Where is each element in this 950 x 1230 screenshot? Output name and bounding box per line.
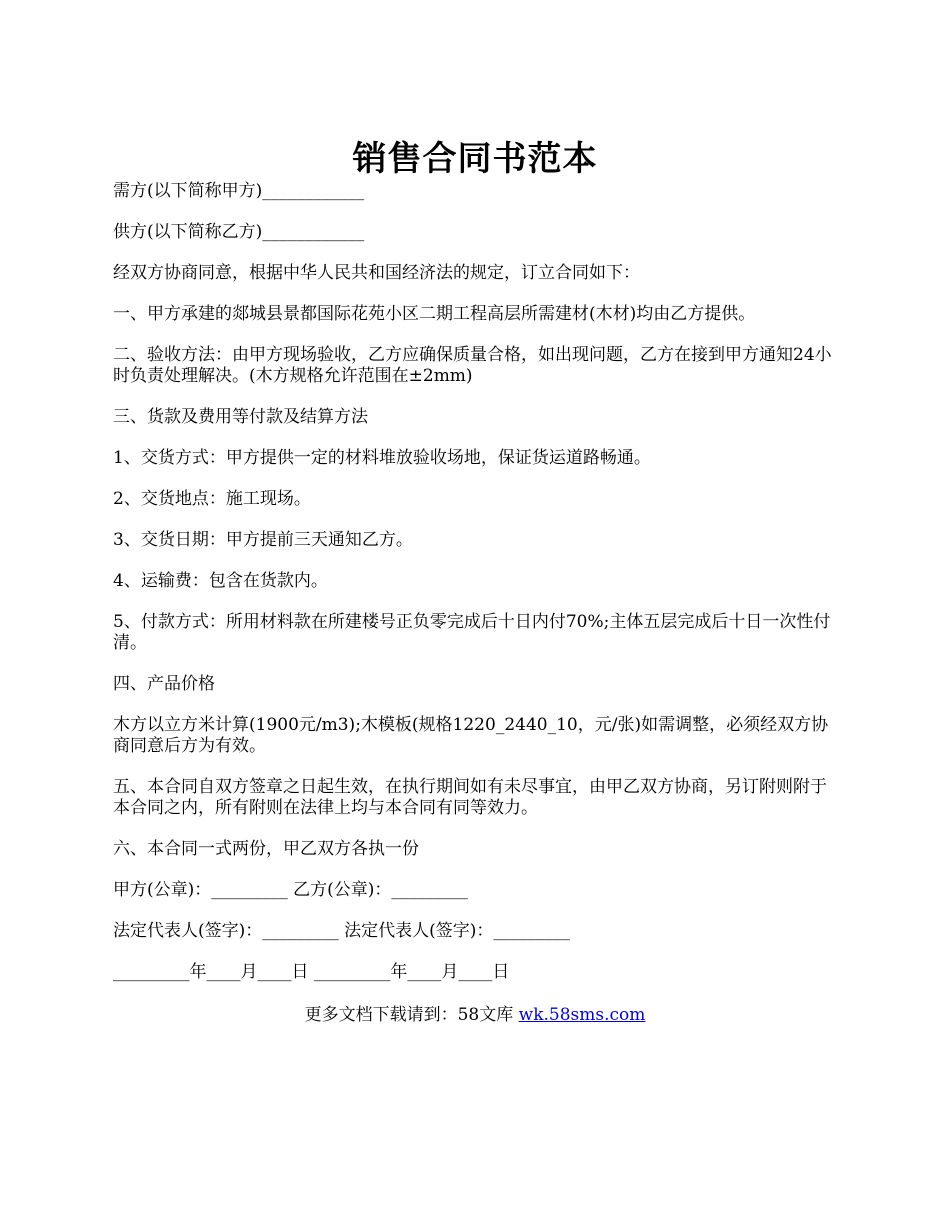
delivery-date: 3、交货日期：甲方提前三天通知乙方。 bbox=[113, 530, 413, 550]
representative-signature-line: 法定代表人(签字)：_________ 法定代表人(签字)：_________ bbox=[113, 921, 570, 941]
footer-link[interactable]: wk.58sms.com bbox=[518, 1005, 646, 1025]
clause-6: 六、本合同一式两份，甲乙双方各执一份 bbox=[113, 839, 419, 859]
clause-5: 五、本合同自双方签章之日起生效，在执行期间如有未尽事宜，由甲乙双方协商，另订附则附于本合同之内，所有附则在法律上均与本合同有同等效力。 bbox=[113, 777, 827, 818]
delivery-location: 2、交货地点：施工现场。 bbox=[113, 489, 311, 509]
transport-fee: 4、运输费：包含在货款内。 bbox=[113, 571, 328, 591]
clause-3-heading: 三、货款及费用等付款及结算方法 bbox=[113, 407, 368, 427]
supplier-line: 供方(以下简称乙方)____________ bbox=[113, 222, 365, 242]
price-clause: 木方以立方米计算(1900元/m3);木模板(规格1220_2440_10，元/张)如需调整，必须经双方协商同意后方为有效。 bbox=[113, 715, 829, 756]
clause-4-heading: 四、产品价格 bbox=[113, 674, 215, 694]
document-title: 销售合同书范本 bbox=[352, 138, 598, 179]
delivery-method: 1、交货方式：甲方提供一定的材料堆放验收场地，保证货运道路畅通。 bbox=[113, 448, 651, 468]
payment-method: 5、付款方式：所用材料款在所建楼号正负零完成后十日内付70%;主体五层完成后十日一次性付清。 bbox=[113, 612, 831, 653]
date-line: _________年____月____日 _________年____月____日 bbox=[113, 962, 510, 982]
download-footer bbox=[0, 1004, 950, 1026]
clause-1: 一、甲方承建的郯城县景都国际花苑小区二期工程高层所需建材(木材)均由乙方提供。 bbox=[113, 304, 756, 324]
contract-body bbox=[113, 181, 843, 1003]
agreement-intro: 经双方协商同意，根据中华人民共和国经济法的规定，订立合同如下： bbox=[113, 263, 640, 283]
footer-text: 更多文档下载请到：58文库 bbox=[304, 1005, 519, 1025]
seal-line: 甲方(公章)：_________ 乙方(公章)：_________ bbox=[113, 880, 468, 900]
buyer-line: 需方(以下简称甲方)____________ bbox=[113, 181, 365, 201]
clause-2: 二、验收方法：由甲方现场验收，乙方应确保质量合格，如出现问题，乙方在接到甲方通知24小时负责处理解决。(木方规格允许范围在±2mm) bbox=[113, 345, 832, 386]
